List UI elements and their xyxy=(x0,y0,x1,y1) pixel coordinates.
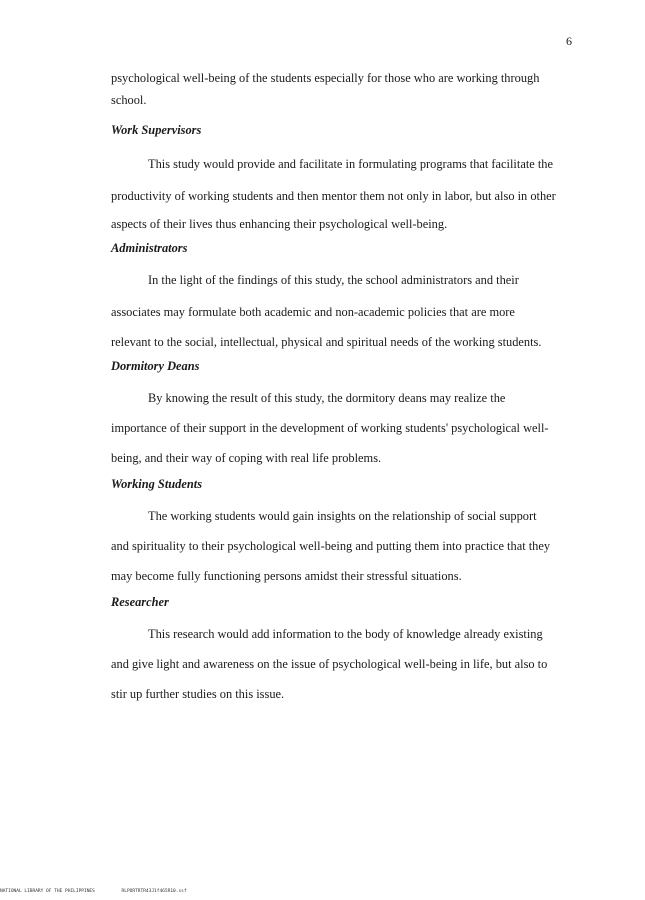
dormitory-deans-line-1: By knowing the result of this study, the dormitory deans may realize the xyxy=(148,391,506,405)
footer-library: NATIONAL LIBRARY OF THE PHILIPPINES xyxy=(0,889,95,894)
section-heading-administrators: Administrators xyxy=(111,241,188,255)
intro-line-2: school. xyxy=(111,93,147,107)
page-number: 6 xyxy=(566,34,572,48)
working-students-line-2: and spirituality to their psychological well-being and putting them into practice that they xyxy=(111,539,551,553)
work-supervisors-line-2: productivity of working students and then mentor them not only in labor, but also in other xyxy=(111,189,556,203)
footer-code: RLPORTRTR43J1f465R10.ssf xyxy=(121,889,187,894)
researcher-line-2: and give light and awareness on the issue of psychological well-being in life, but also to xyxy=(111,657,548,671)
section-heading-working-students: Working Students xyxy=(111,477,203,491)
section-heading-researcher: Researcher xyxy=(111,595,169,609)
section-heading-dormitory-deans: Dormitory Deans xyxy=(111,359,200,373)
administrators-line-1: In the light of the findings of this study, the school administrators and their xyxy=(148,273,519,287)
working-students-line-3: may become fully functioning persons amidst their stressful situations. xyxy=(111,569,462,583)
work-supervisors-line-1: This study would provide and facilitate in formulating programs that facilitate the xyxy=(148,157,553,171)
dormitory-deans-line-3: being, and their way of coping with real life problems. xyxy=(111,451,382,465)
section-heading-work-supervisors: Work Supervisors xyxy=(111,123,202,137)
researcher-line-1: This research would add information to the body of knowledge already existing xyxy=(148,627,543,641)
administrators-line-2: associates may formulate both academic and non-academic policies that are more xyxy=(111,305,515,319)
footer-stamp xyxy=(0,889,187,894)
administrators-line-3: relevant to the social, intellectual, physical and spiritual needs of the working students. xyxy=(111,335,542,349)
intro-line-1: psychological well-being of the students especially for those who are working through xyxy=(111,71,540,85)
researcher-line-3: stir up further studies on this issue. xyxy=(111,687,285,701)
work-supervisors-line-3: aspects of their lives thus enhancing their psychological well-being. xyxy=(111,217,448,231)
dormitory-deans-line-2: importance of their support in the development of working students' psychological well- xyxy=(111,421,549,435)
working-students-line-1: The working students would gain insights on the relationship of social support xyxy=(148,509,537,523)
